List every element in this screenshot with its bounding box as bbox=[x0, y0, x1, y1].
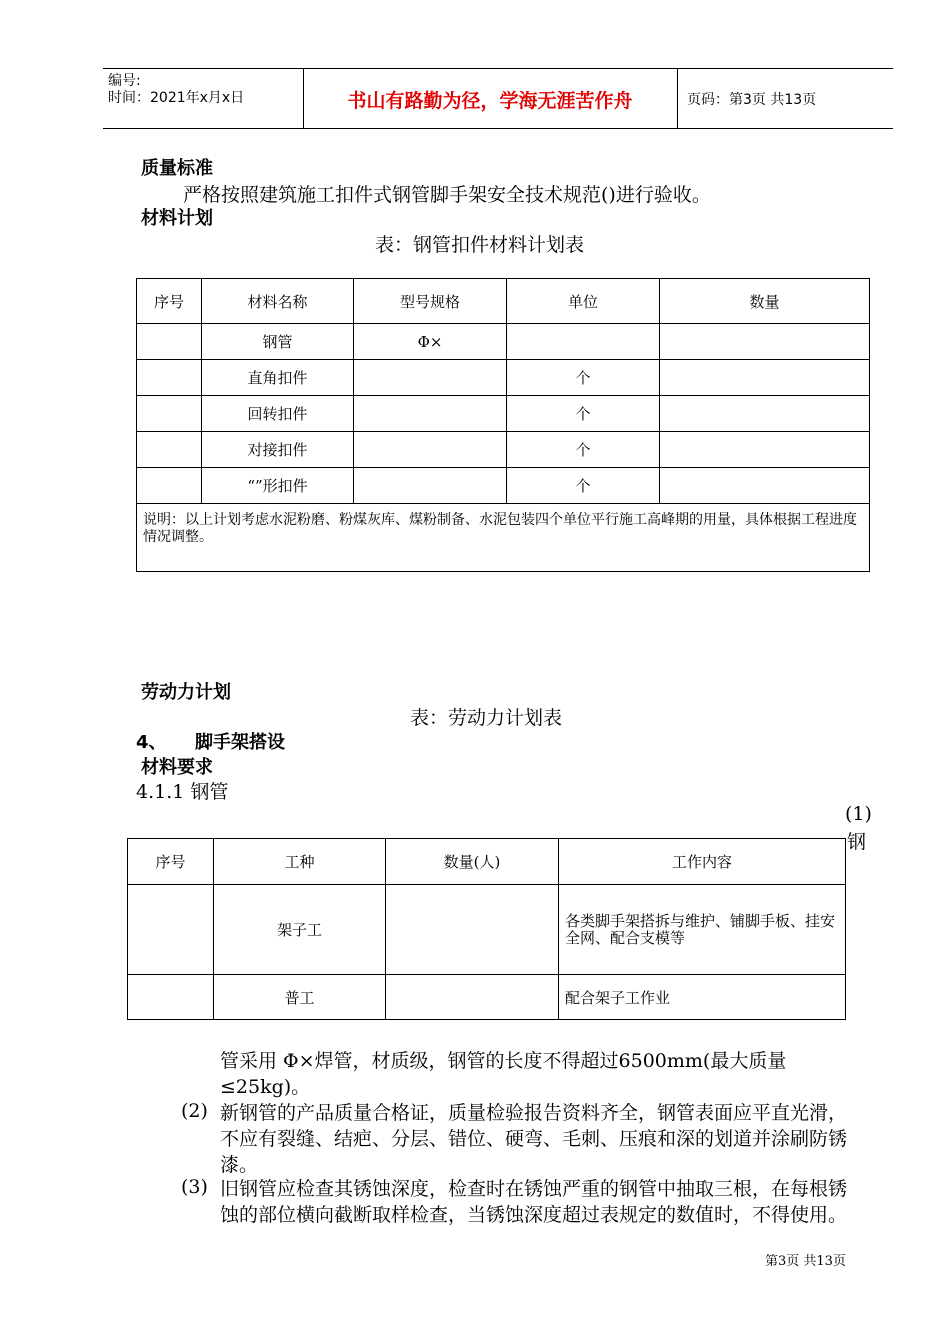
table-row bbox=[137, 360, 870, 396]
labor-header-cell: 工种 bbox=[214, 839, 386, 885]
table-cell bbox=[660, 468, 870, 504]
table-cell bbox=[137, 468, 202, 504]
material-plan-title: 材料计划 bbox=[141, 208, 213, 229]
material-table-caption: 表：钢管扣件材料计划表 bbox=[375, 234, 585, 256]
table-cell bbox=[137, 360, 202, 396]
labor-table-caption: 表：劳动力计划表 bbox=[410, 707, 563, 729]
header-motto: 书山有路勤为径，学海无涯苦作舟 bbox=[347, 90, 633, 112]
list-item-3-text: 旧钢管应检查其锈蚀深度，检查时在锈蚀严重的钢管中抽取三根，在每根锈蚀的部位横向截断取样检查，当锈蚀深度超过表规定的数值时，不得使用。 bbox=[220, 1178, 848, 1226]
header-number-label: 编号: bbox=[108, 73, 141, 89]
material-header-cell: 单位 bbox=[507, 279, 660, 324]
table-cell bbox=[354, 432, 507, 468]
list-marker-1: (1) bbox=[845, 803, 872, 825]
table-cell bbox=[660, 432, 870, 468]
material-table-note-row bbox=[137, 504, 870, 572]
labor-table bbox=[127, 838, 846, 1020]
quality-text: 严格按照建筑施工扣件式钢管脚手架安全技术规范()进行验收。 bbox=[183, 184, 711, 206]
table-row bbox=[137, 324, 870, 360]
labor-header-cell: 序号 bbox=[128, 839, 214, 885]
steel-pipe-subtitle: 4.1.1 钢管 bbox=[136, 781, 229, 803]
table-cell: 各类脚手架搭拆与维护、铺脚手板、挂安全网、配合支模等 bbox=[559, 885, 846, 975]
header-top-rule bbox=[103, 68, 893, 69]
list-item-1-continued: 管采用 Φ×焊管，材质级，钢管的长度不得超过6500mm(最大质量≤25kg)。 bbox=[220, 1050, 787, 1098]
table-cell bbox=[660, 324, 870, 360]
header-divider-right bbox=[677, 68, 678, 128]
table-cell: Φ× bbox=[354, 324, 507, 360]
table-cell: 普工 bbox=[214, 975, 386, 1020]
table-cell bbox=[128, 975, 214, 1020]
material-header-cell: 序号 bbox=[137, 279, 202, 324]
table-row bbox=[137, 432, 870, 468]
table-cell bbox=[386, 885, 559, 975]
table-cell bbox=[137, 432, 202, 468]
table-cell bbox=[137, 324, 202, 360]
table-row bbox=[128, 885, 846, 975]
material-header-cell: 数量 bbox=[660, 279, 870, 324]
table-cell: “”形扣件 bbox=[202, 468, 354, 504]
material-header-cell: 材料名称 bbox=[202, 279, 354, 324]
table-cell bbox=[354, 468, 507, 504]
material-table-header-row bbox=[137, 279, 870, 324]
quality-title: 质量标准 bbox=[141, 158, 213, 179]
table-cell: 个 bbox=[507, 360, 660, 396]
table-row bbox=[137, 468, 870, 504]
table-cell bbox=[354, 396, 507, 432]
table-cell bbox=[137, 396, 202, 432]
list-item-3-number: (3) bbox=[181, 1176, 208, 1198]
table-cell: 配合架子工作业 bbox=[559, 975, 846, 1020]
table-row bbox=[128, 975, 846, 1020]
table-cell: 个 bbox=[507, 396, 660, 432]
table-cell: 回转扣件 bbox=[202, 396, 354, 432]
table-cell bbox=[660, 360, 870, 396]
labor-table-header-row bbox=[128, 839, 846, 885]
list-marker-1-overflow: 钢 bbox=[847, 831, 867, 853]
header-date-label: 时间：2021年x月x日 bbox=[108, 90, 245, 106]
material-requirements-title: 材料要求 bbox=[141, 757, 213, 778]
scaffold-section-title: 脚手架搭设 bbox=[195, 732, 285, 753]
labor-header-cell: 工作内容 bbox=[559, 839, 846, 885]
material-table bbox=[136, 278, 870, 572]
header-bottom-rule bbox=[103, 128, 893, 129]
table-cell bbox=[660, 396, 870, 432]
labor-header-cell: 数量(人) bbox=[386, 839, 559, 885]
labor-title: 劳动力计划 bbox=[141, 682, 231, 703]
table-cell bbox=[507, 324, 660, 360]
list-item-2-text: 新钢管的产品质量合格证，质量检验报告资料齐全，钢管表面应平直光滑，不应有裂缝、结疤、分层、错位、硬弯、毛刺、压痕和深的划道并涂刷防锈漆。 bbox=[220, 1102, 848, 1176]
table-cell: 钢管 bbox=[202, 324, 354, 360]
footer-page-number: 第3页 共13页 bbox=[765, 1254, 846, 1269]
table-cell: 个 bbox=[507, 432, 660, 468]
table-cell: 架子工 bbox=[214, 885, 386, 975]
table-cell bbox=[354, 360, 507, 396]
table-cell: 个 bbox=[507, 468, 660, 504]
table-cell bbox=[386, 975, 559, 1020]
material-header-cell: 型号规格 bbox=[354, 279, 507, 324]
table-cell: 对接扣件 bbox=[202, 432, 354, 468]
material-table-note: 说明：以上计划考虑水泥粉磨、粉煤灰库、煤粉制备、水泥包装四个单位平行施工高峰期的用量，具体根据工程进度情况调整。 bbox=[137, 504, 870, 572]
table-row bbox=[137, 396, 870, 432]
table-cell bbox=[128, 885, 214, 975]
header-page-label: 页码：第3页 共13页 bbox=[687, 92, 817, 108]
table-cell: 直角扣件 bbox=[202, 360, 354, 396]
scaffold-section-number: 4、 bbox=[136, 732, 167, 753]
list-item-2-number: (2) bbox=[181, 1100, 208, 1122]
